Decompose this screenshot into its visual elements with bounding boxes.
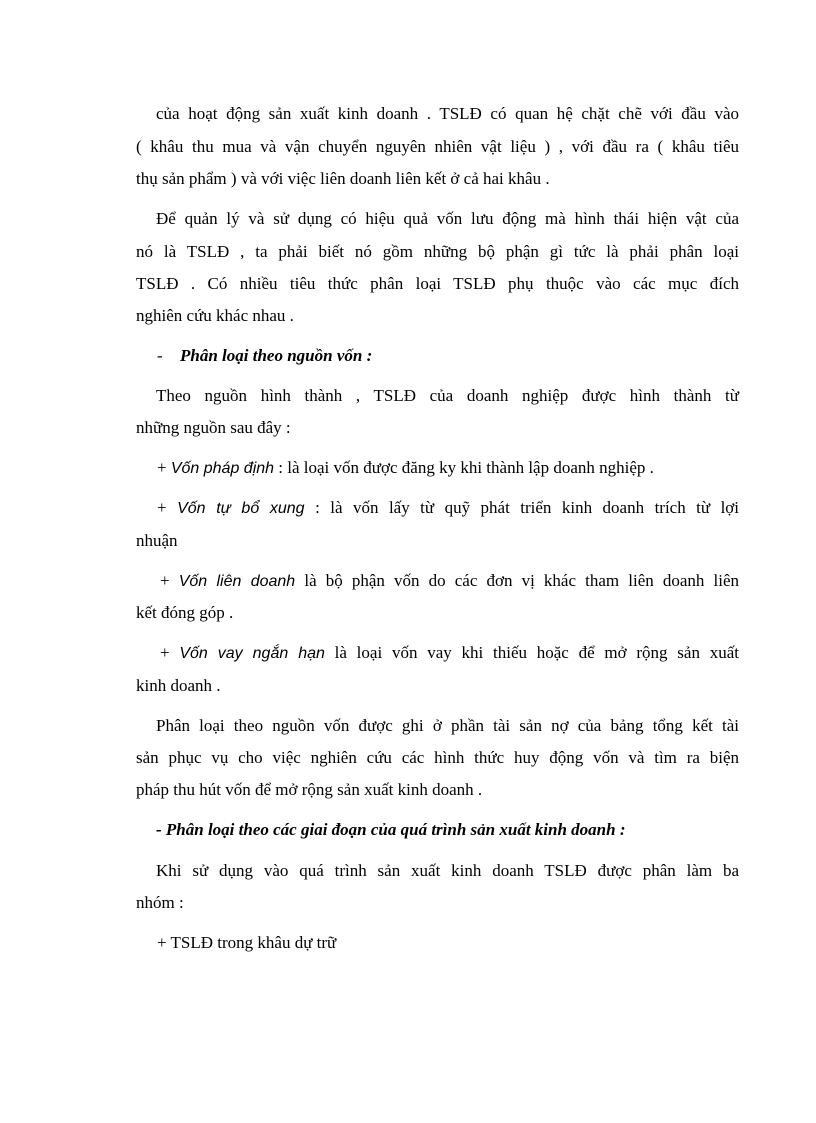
heading-1-text: Phân loại theo nguồn vốn : bbox=[180, 346, 373, 365]
paragraph-3-line-2: những nguồn sau đây : bbox=[136, 418, 291, 437]
paragraph-2-line-2: nó là TSLĐ , ta phải biết nó gồm những bộ phận gì tức là phải phân loại bbox=[136, 242, 739, 261]
item-3-plus: + bbox=[160, 571, 170, 590]
item-1-rest: : là loại vốn được đăng ky khi thành lập doanh nghiệp . bbox=[278, 458, 654, 477]
item-3 bbox=[160, 570, 739, 592]
item-2-line-2: nhuận bbox=[136, 531, 178, 550]
paragraph-5-line-2: nhóm : bbox=[136, 893, 184, 912]
paragraph-4-line-1: Phân loại theo nguồn vốn được ghi ở phần tài sản nợ của bảng tổng kết tài bbox=[156, 716, 739, 735]
item-1-term: Vốn pháp định bbox=[170, 460, 275, 477]
paragraph-2-line-4: nghiên cứu khác nhau . bbox=[136, 306, 294, 325]
item-3-line-2: kết đóng góp . bbox=[136, 603, 234, 622]
item-2-term: Vốn tự bổ xung bbox=[177, 500, 305, 517]
paragraph-5-line-1: Khi sử dụng vào quá trình sản xuất kinh doanh TSLĐ được phân làm ba bbox=[156, 861, 739, 880]
item-3-rest: là bộ phận vốn do các đơn vị khác tham liên doanh liên bbox=[304, 571, 740, 590]
heading-2-text: - Phân loại theo các giai đoạn của quá trình sản xuất kinh doanh : bbox=[156, 820, 626, 839]
item-4-line-2: kinh doanh . bbox=[136, 676, 221, 695]
heading-1-dash: - bbox=[157, 346, 163, 365]
item-4-rest: là loại vốn vay khi thiếu hoặc để mở rộng sản xuất bbox=[334, 643, 739, 662]
paragraph-3-line-1: Theo nguồn hình thành , TSLĐ của doanh nghiệp được hình thành từ bbox=[156, 386, 739, 405]
paragraph-4-line-3: pháp thu hút vốn để mở rộng sản xuất kinh doanh . bbox=[136, 780, 483, 799]
paragraph-2-line-1: Để quản lý và sử dụng có hiệu quả vốn lưu động mà hình thái hiện vật của bbox=[156, 209, 739, 228]
item-2-rest: : là vốn lấy từ quỹ phát triển kinh doanh trích từ lợi bbox=[315, 498, 740, 517]
item-2-plus: + bbox=[157, 498, 167, 517]
item-5: + TSLĐ trong khâu dự trữ bbox=[157, 933, 337, 952]
paragraph-4-line-2: sản phục vụ cho việc nghiên cứu các hình thức huy động vốn và tìm ra biện bbox=[136, 748, 739, 767]
item-1-plus: + bbox=[157, 458, 167, 477]
item-3-term: Vốn liên doanh bbox=[178, 573, 296, 590]
item-4-term: Vốn vay ngắn hạn bbox=[179, 645, 325, 662]
paragraph-1-line-1: của hoạt động sản xuất kinh doanh . TSLĐ có quan hệ chặt chẽ với đầu vào bbox=[156, 104, 739, 123]
item-1 bbox=[157, 457, 654, 479]
item-2 bbox=[157, 497, 739, 519]
paragraph-2-line-3: TSLĐ . Có nhiều tiêu thức phân loại TSLĐ phụ thuộc vào các mục đích bbox=[136, 274, 739, 293]
paragraph-1-line-2: ( khâu thu mua và vận chuyển nguyên nhiên vật liệu ) , với đầu ra ( khâu tiêu bbox=[136, 137, 739, 156]
item-4-plus: + bbox=[160, 643, 170, 662]
paragraph-1-line-3: thụ sản phẩm ) và với việc liên doanh liên kết ở cả hai khâu . bbox=[136, 169, 550, 188]
item-4 bbox=[160, 642, 739, 664]
